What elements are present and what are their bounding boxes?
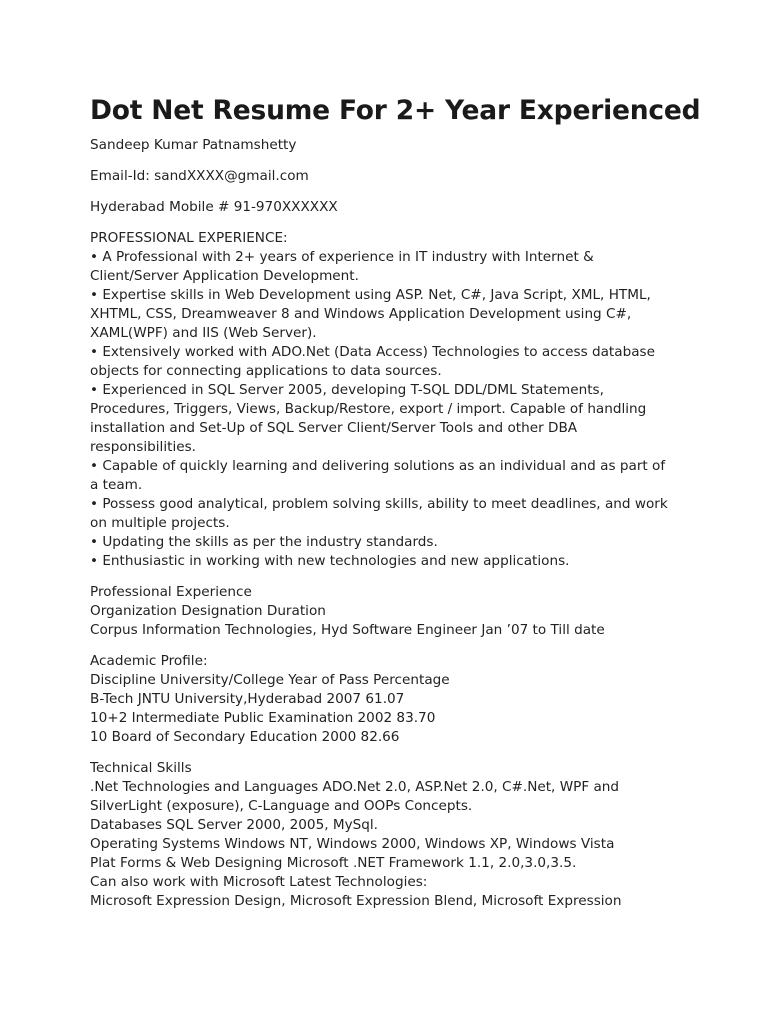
- professional-experience-section: [90, 583, 690, 640]
- section-heading: Technical Skills: [90, 760, 192, 776]
- text-line: on multiple projects.: [90, 515, 230, 531]
- text-line: Discipline University/College Year of Pass Percentage: [90, 672, 450, 688]
- text-line: • Possess good analytical, problem solving skills, ability to meet deadlines, and work: [90, 496, 668, 512]
- document-title: Dot Net Resume For 2+ Year Experienced: [90, 95, 701, 126]
- text-line: 10+2 Intermediate Public Examination 2002 83.70: [90, 710, 436, 726]
- section-heading: Professional Experience: [90, 584, 252, 600]
- candidate-email: Email-Id: sandXXXX@gmail.com: [90, 168, 309, 184]
- text-line: Client/Server Application Development.: [90, 268, 359, 284]
- text-line: • Enthusiastic in working with new technologies and new applications.: [90, 553, 570, 569]
- candidate-location-mobile: Hyderabad Mobile # 91-970XXXXXX: [90, 199, 338, 215]
- text-line: a team.: [90, 477, 143, 493]
- text-line: objects for connecting applications to data sources.: [90, 363, 442, 379]
- text-line: .Net Technologies and Languages ADO.Net 2.0, ASP.Net 2.0, C#.Net, WPF and: [90, 779, 620, 795]
- text-line: XHTML, CSS, Dreamweaver 8 and Windows Application Development using C#,: [90, 306, 632, 322]
- text-line: • Updating the skills as per the industry standards.: [90, 534, 438, 550]
- text-line: Organization Designation Duration: [90, 603, 326, 619]
- resume-document: [90, 92, 701, 923]
- text-line: • Expertise skills in Web Development using ASP. Net, C#, Java Script, XML, HTML,: [90, 287, 651, 303]
- text-line: SilverLight (exposure), C-Language and OOPs Concepts.: [90, 798, 473, 814]
- text-line: • Capable of quickly learning and delivering solutions as an individual and as part of: [90, 458, 666, 474]
- text-line: Plat Forms & Web Designing Microsoft .NET Framework 1.1, 2.0,3.0,3.5.: [90, 855, 577, 871]
- technical-skills-section: [90, 759, 690, 911]
- text-line: • A Professional with 2+ years of experience in IT industry with Internet &: [90, 249, 594, 265]
- academic-profile-section: [90, 652, 690, 747]
- text-line: responsibilities.: [90, 439, 196, 455]
- text-line: B-Tech JNTU University,Hyderabad 2007 61.07: [90, 691, 405, 707]
- text-line: • Extensively worked with ADO.Net (Data Access) Technologies to access database: [90, 344, 656, 360]
- candidate-name: Sandeep Kumar Patnamshetty: [90, 137, 297, 153]
- text-line: Microsoft Expression Design, Microsoft Expression Blend, Microsoft Expression: [90, 893, 622, 909]
- text-line: Databases SQL Server 2000, 2005, MySql.: [90, 817, 378, 833]
- section-heading: Academic Profile:: [90, 653, 208, 669]
- text-line: • Experienced in SQL Server 2005, developing T-SQL DDL/DML Statements,: [90, 382, 604, 398]
- text-line: installation and Set-Up of SQL Server Client/Server Tools and other DBA: [90, 420, 578, 436]
- text-line: 10 Board of Secondary Education 2000 82.66: [90, 729, 400, 745]
- professional-summary-section: [90, 229, 690, 571]
- text-line: XAML(WPF) and IIS (Web Server).: [90, 325, 317, 341]
- text-line: Can also work with Microsoft Latest Technologies:: [90, 874, 428, 890]
- text-line: Corpus Information Technologies, Hyd Software Engineer Jan ’07 to Till date: [90, 622, 605, 638]
- text-line: Procedures, Triggers, Views, Backup/Restore, export / import. Capable of handling: [90, 401, 647, 417]
- section-heading: PROFESSIONAL EXPERIENCE:: [90, 230, 288, 246]
- text-line: Operating Systems Windows NT, Windows 2000, Windows XP, Windows Vista: [90, 836, 615, 852]
